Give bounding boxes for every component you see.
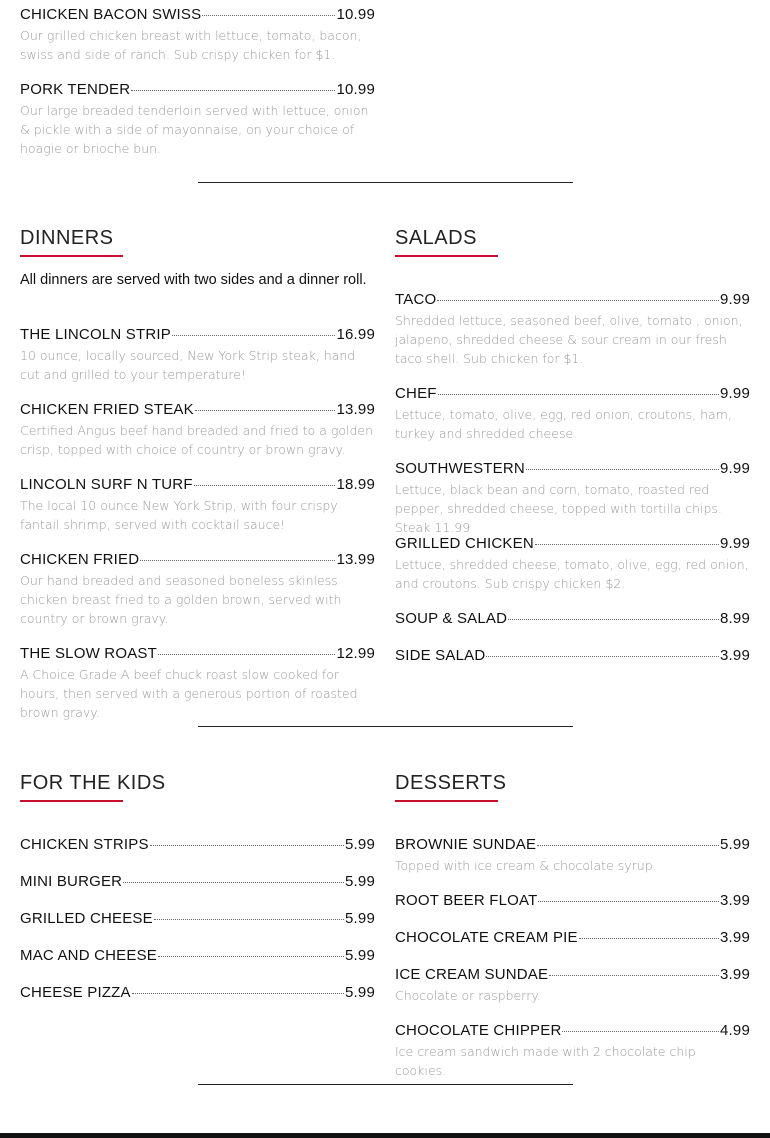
item-name: CHEESE PIZZA <box>20 984 131 1001</box>
item-name: SOUTHWESTERN <box>395 460 525 477</box>
item-price: 3.99 <box>720 647 750 664</box>
item-name: LINCOLN SURF N TURF <box>20 476 193 493</box>
item-description: Lettuce, black bean and corn, tomato, roasted red pepper, shredded cheese, topped with tortilla chips. Steak 11.99 <box>395 482 722 535</box>
item-name: TACO <box>395 291 437 308</box>
item-price: 3.99 <box>720 929 750 946</box>
leader-dots <box>158 956 344 957</box>
leader-dots <box>202 15 335 16</box>
leader-dots <box>172 335 336 336</box>
item-description: Lettuce, tomato, olive, egg, red onion, croutons, ham, turkey and shredded cheese. <box>395 407 732 441</box>
menu-item <box>395 647 750 665</box>
leader-dots <box>526 469 719 470</box>
menu-item <box>20 984 375 1002</box>
dinners-intro: All dinners are served with two sides and a dinner roll. <box>20 272 367 288</box>
item-price: 3.99 <box>720 892 750 909</box>
menu-item <box>20 645 375 722</box>
item-name: PORK TENDER <box>20 81 131 98</box>
item-price: 18.99 <box>336 476 375 493</box>
leader-dots <box>123 882 344 883</box>
menu-item <box>395 836 750 875</box>
menu-item <box>20 476 375 534</box>
leader-dots <box>150 845 344 846</box>
footer-bar <box>0 1133 770 1138</box>
leader-dots <box>140 560 335 561</box>
item-price: 10.99 <box>336 6 375 23</box>
item-price: 13.99 <box>336 551 375 568</box>
leader-dots <box>486 656 719 657</box>
menu-item <box>395 535 750 593</box>
section-divider <box>198 182 573 183</box>
leader-dots <box>535 544 719 545</box>
item-price: 5.99 <box>345 984 375 1001</box>
menu-item <box>395 966 750 1005</box>
menu-item <box>20 401 375 459</box>
leader-dots <box>158 654 335 655</box>
item-name: CHOCOLATE CHIPPER <box>395 1022 562 1039</box>
item-price: 12.99 <box>336 645 375 662</box>
menu-item <box>20 910 375 928</box>
item-description: Our hand breaded and seasoned boneless skinless chicken breast fried to a golden brown, served with country or brown gravy. <box>20 573 342 626</box>
item-description: Chocolate or raspberry. <box>395 988 542 1003</box>
item-name: THE SLOW ROAST <box>20 645 157 662</box>
item-name: MINI BURGER <box>20 873 123 890</box>
section-divider <box>198 1084 573 1085</box>
item-name: BROWNIE SUNDAE <box>395 836 537 853</box>
item-name: MAC AND CHEESE <box>20 947 157 964</box>
item-price: 9.99 <box>720 385 750 402</box>
item-price: 9.99 <box>720 291 750 308</box>
item-name: CHICKEN STRIPS <box>20 836 149 853</box>
title-underline <box>395 800 498 802</box>
item-name: CHOCOLATE CREAM PIE <box>395 929 578 946</box>
menu-item <box>20 326 375 384</box>
item-name: CHEF <box>395 385 437 402</box>
menu-item <box>20 947 375 965</box>
kids-title: FOR THE KIDS <box>20 772 166 794</box>
item-price: 8.99 <box>720 610 750 627</box>
leader-dots <box>562 1031 719 1032</box>
item-description: The local 10 ounce New York Strip, with four crispy fantail shrimp, served with cocktail sauce! <box>20 498 338 532</box>
item-name: ICE CREAM SUNDAE <box>395 966 549 983</box>
item-name: SIDE SALAD <box>395 647 486 664</box>
leader-dots <box>549 975 719 976</box>
item-price: 5.99 <box>345 873 375 890</box>
leader-dots <box>131 90 335 91</box>
leader-dots <box>437 300 719 301</box>
item-description: Lettuce, shredded cheese, tomato, olive, egg, red onion, and croutons. Sub crispy chicken $2. <box>395 557 749 591</box>
item-price: 5.99 <box>345 947 375 964</box>
item-price: 3.99 <box>720 966 750 983</box>
menu-item <box>20 873 375 891</box>
leader-dots <box>154 919 344 920</box>
item-description: Shredded lettuce, seasoned beef, olive, tomato , onion, jalapeno, shredded cheese & sour cream in our fresh taco shell. Sub chicken for $1. <box>395 313 743 366</box>
item-name: CHICKEN FRIED STEAK <box>20 401 194 418</box>
item-price: 5.99 <box>345 910 375 927</box>
item-price: 9.99 <box>720 535 750 552</box>
menu-item <box>20 81 375 158</box>
leader-dots <box>438 394 719 395</box>
item-name: ROOT BEER FLOAT <box>395 892 538 909</box>
menu-item <box>395 1022 750 1080</box>
item-description: Topped with ice cream & chocolate syrup. <box>395 858 657 873</box>
dinners-title: DINNERS <box>20 227 114 249</box>
menu-item <box>20 6 375 64</box>
leader-dots <box>194 485 336 486</box>
item-price: 10.99 <box>336 81 375 98</box>
title-underline <box>20 255 123 257</box>
item-price: 4.99 <box>720 1022 750 1039</box>
item-name: THE LINCOLN STRIP <box>20 326 171 343</box>
item-name: SOUP & SALAD <box>395 610 508 627</box>
menu-item <box>20 836 375 854</box>
title-underline <box>395 255 498 257</box>
item-price: 16.99 <box>336 326 375 343</box>
item-description: Ice cream sandwich made with 2 chocolate chip cookies. <box>395 1044 696 1078</box>
leader-dots <box>537 845 719 846</box>
menu-item <box>395 610 750 628</box>
leader-dots <box>508 619 719 620</box>
item-price: 13.99 <box>336 401 375 418</box>
menu-item <box>395 291 750 368</box>
item-description: Our grilled chicken breast with lettuce, tomato, bacon, swiss and side of ranch. Sub crispy chicken for $1. <box>20 28 362 62</box>
item-price: 9.99 <box>720 460 750 477</box>
item-price: 5.99 <box>720 836 750 853</box>
leader-dots <box>132 993 344 994</box>
leader-dots <box>195 410 336 411</box>
item-name: CHICKEN BACON SWISS <box>20 6 202 23</box>
menu-item <box>395 385 750 443</box>
section-divider <box>198 726 573 727</box>
item-description: Our large breaded tenderloin served with lettuce, onion & pickle with a side of mayonnaise, on your choice of hoagie or brioche bun. <box>20 103 369 156</box>
menu-item <box>395 892 750 910</box>
leader-dots <box>538 901 719 902</box>
leader-dots <box>579 938 719 939</box>
item-description: A Choice Grade A beef chuck roast slow cooked for hours, then served with a generous portion of roasted brown gravy. <box>20 667 358 720</box>
menu-item <box>20 551 375 628</box>
item-description: Certified Angus beef hand breaded and fried to a golden crisp, topped with choice of country or brown gravy. <box>20 423 373 457</box>
menu-item <box>395 460 750 537</box>
title-underline <box>20 800 123 802</box>
item-price: 5.99 <box>345 836 375 853</box>
salads-title: SALADS <box>395 227 477 249</box>
item-name: GRILLED CHEESE <box>20 910 153 927</box>
item-name: CHICKEN FRIED <box>20 551 140 568</box>
item-name: GRILLED CHICKEN <box>395 535 534 552</box>
item-description: 10 ounce, locally sourced, New York Strip steak, hand cut and grilled to your temperature! <box>20 348 356 382</box>
menu-item <box>395 929 750 947</box>
desserts-title: DESSERTS <box>395 772 507 794</box>
